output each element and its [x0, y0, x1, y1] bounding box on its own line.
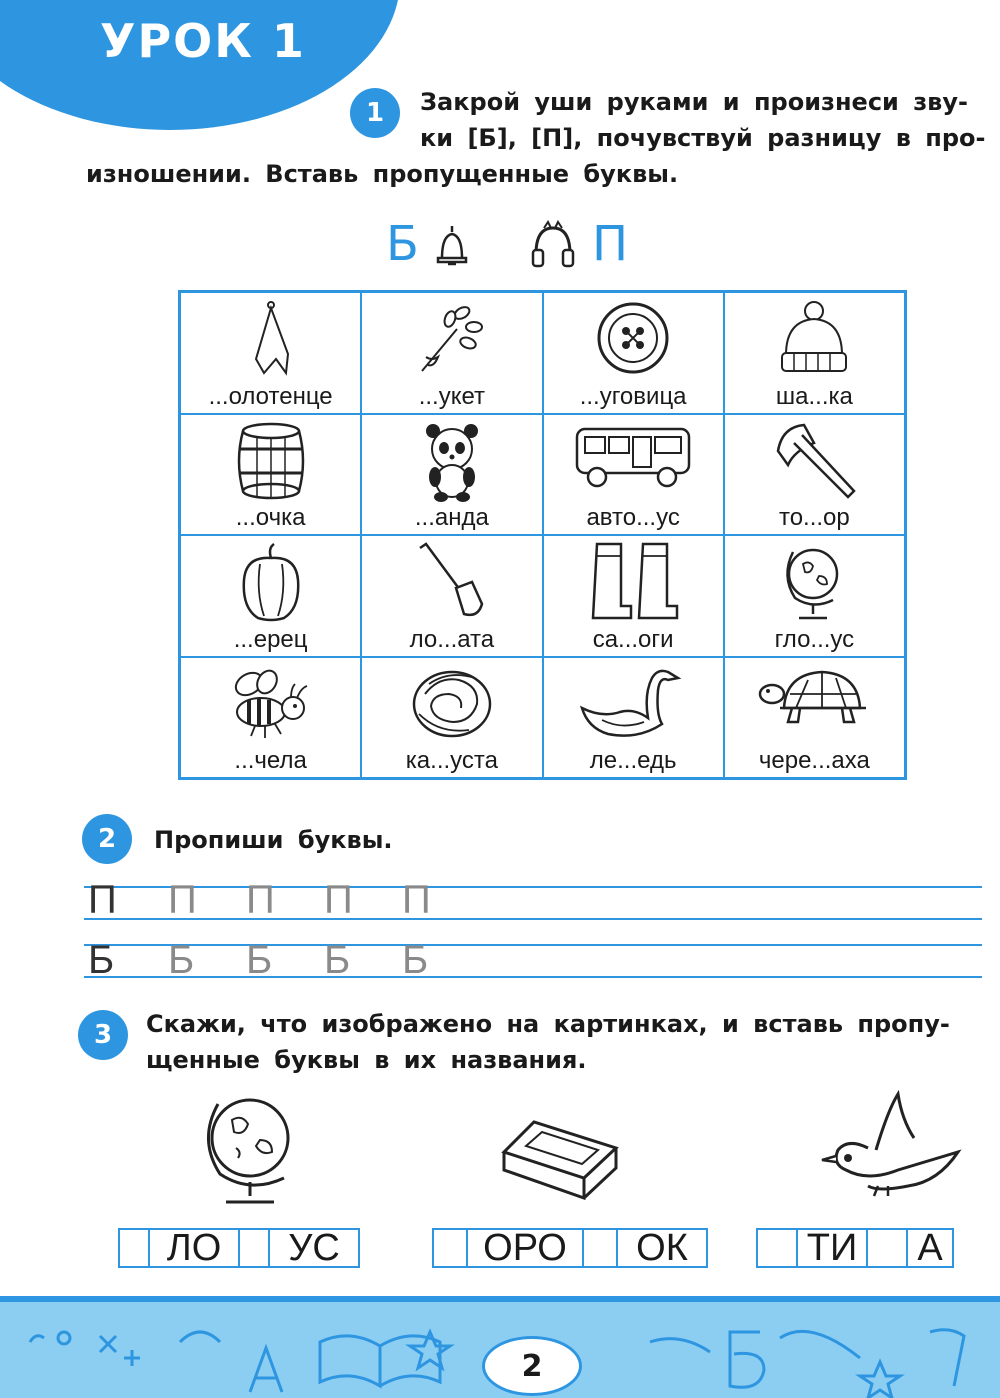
- word-picture-grid: [178, 290, 907, 780]
- trace-letter-p: П: [324, 878, 353, 922]
- task2-text: Пропиши буквы.: [154, 826, 393, 854]
- grid-cell-button: [543, 292, 724, 414]
- grid-cell-pepper: [180, 535, 361, 657]
- brick-icon: [500, 1118, 620, 1204]
- trace-letter-p: П: [88, 878, 117, 922]
- grid-cell-hat: [724, 292, 905, 414]
- grid-cell-barrel: [180, 414, 361, 536]
- grid-cell-turtle: [724, 657, 905, 779]
- grid-cell-cabbage: [361, 657, 542, 779]
- task1-line3: изношении. Вставь пропущенные буквы.: [86, 160, 679, 188]
- letters-box: А: [917, 1226, 943, 1269]
- blank-box[interactable]: [758, 1230, 798, 1266]
- blank-box[interactable]: [240, 1230, 270, 1266]
- panda-icon: [417, 421, 487, 503]
- grid-word: ...олотенце: [208, 382, 333, 410]
- button-icon: [594, 299, 672, 377]
- headphones-icon: [530, 220, 576, 272]
- grid-word: авто...ус: [586, 504, 680, 531]
- letters-row: [380, 216, 680, 276]
- task3-line1: Скажи, что изображено на картинках, и вставь пропу-: [146, 1010, 950, 1038]
- towel-icon: [246, 299, 296, 377]
- grid-cell-towel: [180, 292, 361, 414]
- task1-line2: ки [Б], [П], почувствуй разницу в про-: [420, 124, 986, 152]
- trace-letter-b: Б: [402, 938, 429, 982]
- grid-cell-bus: [543, 414, 724, 536]
- task1-line1: Закрой уши руками и произнеси зву-: [420, 88, 968, 116]
- barrel-icon: [233, 421, 309, 501]
- grid-word: чере...аха: [758, 747, 870, 774]
- bee-icon: [221, 664, 321, 744]
- grid-word: ...чела: [234, 747, 307, 774]
- boots-icon: [573, 542, 693, 622]
- task-number-1: 1: [350, 88, 400, 138]
- grid-cell-swan: [543, 657, 724, 779]
- bell-icon: [432, 222, 472, 272]
- grid-word: ло...ата: [409, 625, 495, 653]
- axe-icon: [764, 421, 864, 501]
- grid-cell-panda: [361, 414, 542, 536]
- letters-box: ОРО: [468, 1230, 584, 1266]
- trace-letter-b: Б: [246, 938, 273, 982]
- blank-box[interactable]: [434, 1230, 468, 1266]
- grid-word: то...ор: [778, 504, 850, 531]
- trace-letter-b: Б: [324, 938, 351, 982]
- globe-icon: [196, 1090, 306, 1212]
- task3-line2: щенные буквы в их названия.: [146, 1046, 587, 1074]
- letter-p: П: [592, 216, 629, 272]
- trace-letter-b: Б: [168, 938, 195, 982]
- grid-word: ша...ка: [775, 382, 853, 410]
- bouquet-icon: [412, 299, 492, 377]
- globe-icon: [779, 542, 849, 624]
- grid-word: ка...уста: [405, 747, 498, 774]
- grid-word: ...анда: [414, 504, 489, 531]
- grid-cell-boots: [543, 535, 724, 657]
- letter-b: Б: [386, 216, 419, 272]
- trace-letter-p: П: [246, 878, 275, 922]
- trace-letter-p: П: [168, 878, 197, 922]
- bird-icon: [818, 1090, 968, 1200]
- letters-box: ТИ: [798, 1230, 868, 1266]
- word-boxes-brick: [432, 1228, 708, 1268]
- trace-letter-b: Б: [88, 938, 115, 982]
- letters-box: ОК: [636, 1226, 688, 1269]
- word-boxes-globe: [118, 1228, 360, 1268]
- pepper-icon: [238, 542, 304, 622]
- trace-letter-p: П: [402, 878, 431, 922]
- grid-cell-bee: [180, 657, 361, 779]
- hat-icon: [774, 299, 854, 377]
- writing-lines: [84, 880, 982, 980]
- grid-word: са...оги: [592, 625, 674, 653]
- grid-word: гло...ус: [774, 625, 855, 653]
- grid-word: ...укет: [418, 382, 486, 410]
- grid-cell-bouquet: [361, 292, 542, 414]
- bus-icon: [573, 421, 693, 491]
- grid-word: ле...едь: [589, 747, 677, 774]
- cabbage-icon: [409, 664, 495, 744]
- letters-box: УС: [288, 1226, 340, 1269]
- grid-cell-globe: [724, 535, 905, 657]
- grid-word: ...очка: [235, 504, 306, 531]
- blank-box[interactable]: [868, 1230, 908, 1266]
- lesson-title: УРОК 1: [100, 14, 306, 68]
- word-boxes-bird: [756, 1228, 954, 1268]
- turtle-icon: [756, 664, 872, 734]
- grid-word: ...ерец: [233, 625, 308, 653]
- blank-box[interactable]: [584, 1230, 618, 1266]
- swan-icon: [578, 664, 688, 744]
- grid-cell-axe: [724, 414, 905, 536]
- shovel-icon: [412, 542, 492, 622]
- grid-word: ...уговица: [579, 382, 687, 410]
- blank-box[interactable]: [120, 1230, 150, 1266]
- letters-box: ЛО: [150, 1230, 240, 1266]
- grid-cell-shovel: [361, 535, 542, 657]
- page-number: 2: [482, 1336, 582, 1396]
- task-number-2: 2: [82, 814, 132, 864]
- task-number-3: 3: [78, 1010, 128, 1060]
